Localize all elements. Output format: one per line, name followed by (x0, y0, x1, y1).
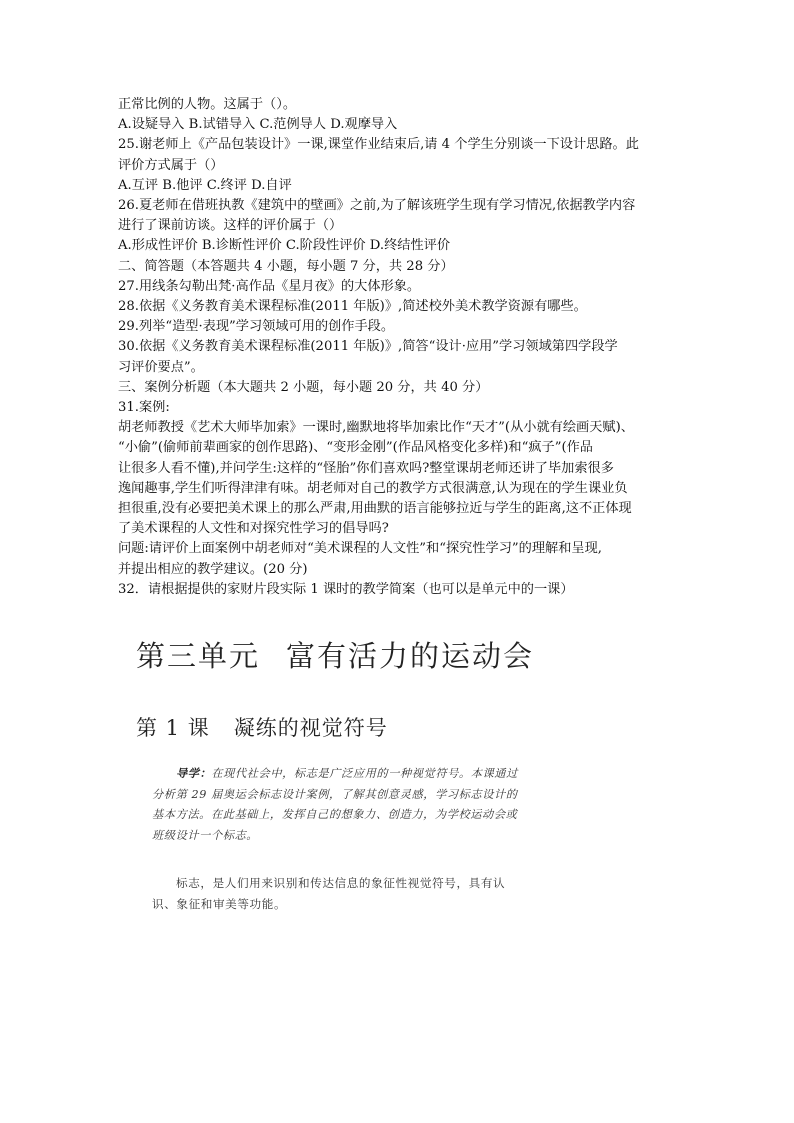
unit-label: 第三单元 (136, 639, 261, 673)
unit-name: 富有活力的运动会 (286, 639, 535, 673)
case-text-line-5: 担很重,没有必要把美术课上的那么严肃,用曲默的语言能够拉近与学生的距离,这不正体现 (118, 501, 632, 517)
question-30-cont: 习评价要点”。 (118, 359, 204, 375)
case-text-line-6: 了美术课程的人文性和对探究性学习的倡导吗? (118, 521, 389, 537)
question-27: 27.用线条勾勒出梵·高作品《星月夜》的大体形象。 (118, 278, 421, 294)
lesson-title (136, 712, 388, 742)
guide-text: 在现代社会中，标志是广泛应用的一种视觉符号。本课通过分析第 29 届奥运会标志设计案例，了解其创意灵感，学习标志设计的基本方法。在此基础上，发挥自己的想象力、创造力，为学校运动会或班级设计一个标志。 (152, 767, 518, 842)
question-31-label: 31.案例: (118, 400, 170, 416)
section-2-heading: 二、简答题（本答题共 4 小题，每小题 7 分，共 28 分） (118, 258, 454, 274)
case-text-line-2: “小偷”(偷师前辈画家的创作思路)、“变形金刚”(作品风格变化多样)和“疯子”(作品 (118, 440, 593, 456)
question-26-stem-cont: 进行了课前访谈。这样的评价属于（） (118, 218, 343, 234)
case-question-line-1: 问题:请评价上面案例中胡老师对“美术课程的人文性”和“探究性学习”的理解和呈现, (118, 541, 602, 557)
body-paragraph: 标志，是人们用来识别和传达信息的象征性视觉符号，具有认识、象征和审美等功能。 (152, 876, 506, 911)
question-24-options: A.设疑导入 B.试错导入 C.范例导人 D.观摩导入 (118, 117, 398, 133)
case-text-line-4: 逸闻趣事,学生们听得津津有味。胡老师对自己的教学方式很满意,认为现在的学生课业负 (118, 480, 628, 496)
guide-lead: 导学： (176, 766, 212, 780)
question-32: 32．请根据提供的家财片段实际 1 课时的教学简案（也可以是单元中的一课） (118, 581, 574, 597)
case-question-line-2: 并提出相应的教学建议。(20 分) (118, 561, 308, 577)
question-30: 30.依据《义务教育美术课程标准(2011 年版)》,简答“设计·应用”学习领域第四学段学 (118, 339, 618, 355)
unit-title (136, 634, 534, 675)
exam-questions (118, 95, 688, 600)
guide-paragraph (152, 763, 522, 846)
case-text-line-3: 让很多人看不懂),并问学生:这样的“怪胎”你们喜欢吗?整堂课胡老师还讲了毕加索很多 (118, 460, 614, 476)
lesson-name: 凝练的视觉符号 (233, 716, 388, 740)
question-25-stem: 25.谢老师上《产品包装设计》一课,课堂作业结束后,请 4 个学生分别谈一下设计思路。此 (118, 137, 639, 153)
textbook-excerpt-image (130, 628, 560, 928)
question-29: 29.列举“造型·表现”学习领域可用的创作手段。 (118, 319, 395, 335)
question-26-stem: 26.夏老师在借班执教《建筑中的壁画》之前,为了解该班学生现有学习情况,依据教学内容 (118, 198, 636, 214)
question-24-tail: 正常比例的人物。这属于（）。 (118, 97, 297, 112)
case-text-line-1: 胡老师教授《艺术大师毕加索》一课时,幽默地将毕加索比作“天才”(从小就有绘画天赋)、 (118, 420, 634, 436)
question-25-stem-cont: 评价方式属于（） (118, 157, 224, 173)
question-25-options: A.互评 B.他评 C.终评 D.自评 (118, 177, 292, 193)
section-3-heading: 三、案例分析题（本大题共 2 小题，每小题 20 分，共 40 分） (118, 379, 489, 395)
lesson-label: 第 1 课 (136, 716, 210, 740)
question-26-options: A.形成性评价 B.诊断性评价 C.阶段性评价 D.终结性评价 (118, 238, 451, 254)
question-28: 28.依据《义务教育美术课程标准(2011 年版)》,简述校外美术教学资源有哪些。 (118, 299, 587, 315)
